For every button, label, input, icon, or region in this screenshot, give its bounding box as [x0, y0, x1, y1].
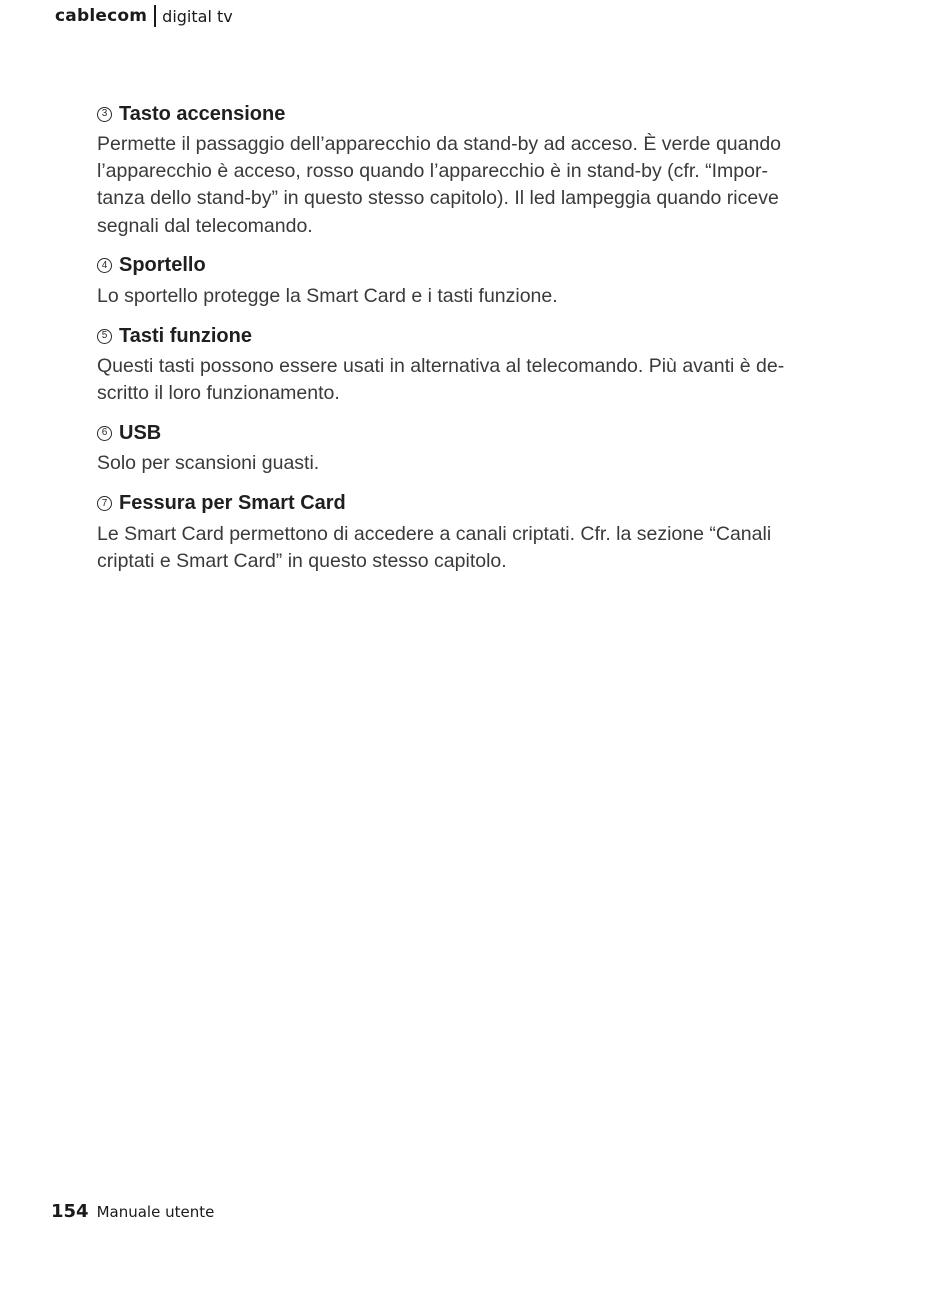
section-body: [97, 353, 817, 407]
section-body: [97, 521, 817, 575]
body-line: Solo per scansioni guasti.: [97, 452, 320, 475]
body-line: Questi tasti possono essere usati in alternativa al telecomando. Più avanti è de-: [97, 355, 785, 378]
section-title: Tasto accensione: [119, 102, 286, 125]
body-line: scritto il loro funzionamento.: [97, 382, 340, 405]
section-tasto-accensione: [97, 100, 817, 240]
section-body: [97, 450, 817, 477]
section-heading: [97, 419, 817, 447]
section-fessura-smart-card: [97, 490, 817, 575]
body-line: Lo sportello protegge la Smart Card e i tasti funzione.: [97, 284, 558, 307]
section-heading: [97, 490, 817, 518]
section-usb: [97, 419, 817, 477]
section-heading: [97, 100, 817, 128]
manual-label: Manuale utente: [96, 1203, 215, 1221]
section-body: [97, 131, 817, 240]
section-title: Fessura per Smart Card: [119, 492, 346, 515]
brand-logo: cablecom: [55, 6, 148, 26]
body-line: Le Smart Card permettono di accedere a canali criptati. Cfr. la sezione “Canali: [97, 522, 772, 545]
body-line: l’apparecchio è acceso, rosso quando l’apparecchio è in stand-by (cfr. “Impor-: [97, 160, 768, 183]
section-title: Tasti funzione: [119, 324, 252, 347]
main-content: [97, 100, 817, 587]
page-header: [55, 3, 233, 29]
section-body: [97, 283, 817, 310]
section-sportello: [97, 252, 817, 310]
body-line: tanza dello stand-by” in questo stesso capitolo). Il led lampeggia quando riceve: [97, 187, 779, 210]
section-heading: [97, 252, 817, 280]
body-line: Permette il passaggio dell’apparecchio da stand-by ad acceso. È verde quando: [97, 133, 782, 155]
circled-number-icon: 5: [97, 329, 112, 344]
section-tasti-funzione: [97, 322, 817, 407]
page-number: 154: [51, 1201, 89, 1222]
page-footer: [51, 1201, 214, 1222]
header-divider: [154, 5, 156, 27]
circled-number-icon: 4: [97, 258, 112, 273]
body-line: criptati e Smart Card” in questo stesso capitolo.: [97, 549, 507, 572]
circled-number-icon: 7: [97, 496, 112, 511]
circled-number-icon: 6: [97, 426, 112, 441]
section-title: USB: [119, 421, 162, 444]
section-heading: [97, 322, 817, 350]
body-line: segnali dal telecomando.: [97, 214, 313, 237]
section-title: Sportello: [119, 254, 206, 277]
circled-number-icon: 3: [97, 107, 112, 122]
product-name: digital tv: [162, 6, 233, 26]
